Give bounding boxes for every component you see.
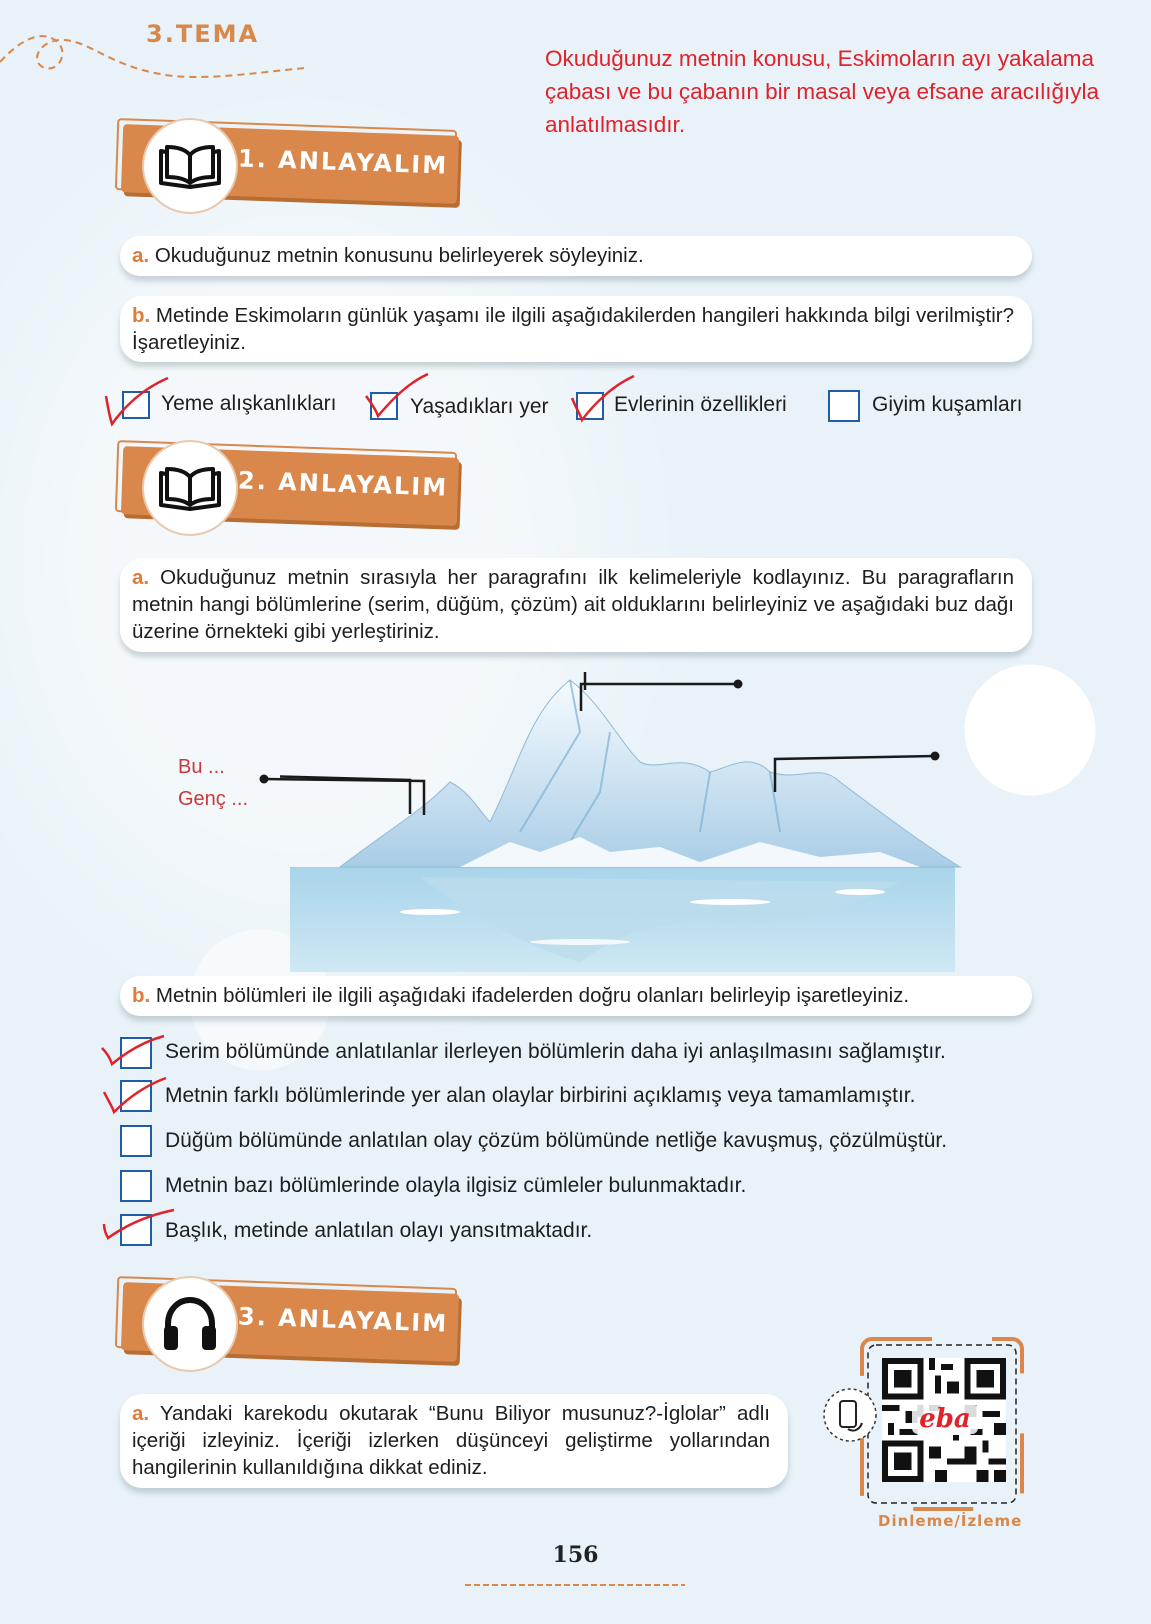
section-title: 2. ANLAYALIM bbox=[237, 466, 449, 502]
check-mark-icon bbox=[362, 370, 432, 422]
statement-text: Düğüm bölümünde anlatılan olay çözüm bölümünde netliğe kavuşmuş, çözülmüştür. bbox=[165, 1129, 948, 1152]
page-number-underline bbox=[465, 1580, 685, 1590]
statement-text: Serim bölümünde anlatılanlar ilerleyen bölümlerin daha iyi anlaşılmasını sağlamıştır. bbox=[165, 1040, 946, 1063]
question-3a bbox=[120, 1394, 788, 1488]
section-title: 3. ANLAYALIM bbox=[237, 1302, 449, 1338]
handwritten-answer-note: Okuduğunuz metnin konusu, Eskimoların ayı yakalama çabası ve bu çabanın bir masal veya efsane aracılığıyla anlatılmasıdır. bbox=[545, 46, 1100, 137]
page-number: 156 bbox=[552, 1542, 599, 1568]
connector-line bbox=[256, 676, 756, 716]
check-mark-icon bbox=[98, 1206, 178, 1246]
option-label: Giyim kuşamları bbox=[872, 393, 1023, 416]
question-2b bbox=[120, 976, 1032, 1016]
theme-label: 3.TEMA bbox=[146, 20, 260, 48]
option-label: Yaşadıkları yer bbox=[410, 395, 549, 418]
option-label: Evlerinin özellikleri bbox=[614, 393, 787, 416]
question-letter: b. bbox=[132, 304, 151, 327]
iceberg-note: Bu ... bbox=[178, 756, 225, 778]
question-text: Okuduğunuz metnin sırasıyla her paragrafını ilk kelimeleriyle kodlayınız. Bu paragrafların metnin hangi bölümlerine (serim, düğüm, çözüm) ait olduklarını belirleyiniz ve aşağıdaki buz dağı üzerine örnekteki gibi yerleştiriniz. bbox=[132, 566, 1014, 643]
statement-text: Metnin farklı bölümlerinde yer alan olaylar birbirini açıklamış veya tamamlamıştır. bbox=[165, 1084, 916, 1107]
statement-text: Metnin bazı bölümlerinde olayla ilgisiz cümleler bulunmaktadır. bbox=[165, 1174, 747, 1197]
question-1a bbox=[120, 236, 1032, 276]
option-label: Yeme alışkanlıkları bbox=[161, 392, 337, 415]
check-mark-icon bbox=[98, 1030, 168, 1070]
headphones-icon bbox=[142, 1276, 238, 1372]
question-2a bbox=[120, 558, 1032, 652]
iceberg-note: Genç ... bbox=[178, 788, 249, 810]
statement-text: Başlık, metinde anlatılan olayı yansıtmaktadır. bbox=[165, 1219, 593, 1242]
check-mark-icon bbox=[566, 374, 638, 426]
question-letter: a. bbox=[132, 566, 150, 589]
check-mark-icon bbox=[100, 374, 172, 430]
question-text: Metinde Eskimoların günlük yaşamı ile ilgili aşağıdakilerden hangileri hakkında bilgi verilmiştir? İşaretleyiniz. bbox=[132, 304, 1014, 354]
question-text: Yandaki karekodu okutarak “Bunu Biliyor musunuz?-İglolar” adlı içeriği izleyiniz. İçeriği izlerken düşünceyi geliştirme yollarından hangilerinin kullanıldığına dikkat ediniz. bbox=[132, 1402, 770, 1479]
check-mark-icon bbox=[100, 1072, 170, 1116]
eba-logo: eba bbox=[912, 1404, 978, 1434]
question-text: Metnin bölümleri ile ilgili aşağıdaki ifadelerden doğru olanları belirleyip işaretleyiniz. bbox=[155, 984, 910, 1007]
question-1b bbox=[120, 296, 1032, 362]
checkbox-statement-3[interactable] bbox=[120, 1125, 152, 1157]
connector-line bbox=[256, 765, 436, 825]
open-book-icon bbox=[142, 440, 238, 536]
checkbox-statement-4[interactable] bbox=[120, 1170, 152, 1202]
section-banner-2 bbox=[120, 440, 465, 535]
question-text: Okuduğunuz metnin konusunu belirleyerek söyleyiniz. bbox=[154, 244, 644, 267]
question-letter: a. bbox=[132, 1402, 150, 1425]
question-letter: b. bbox=[132, 984, 151, 1007]
question-letter: a. bbox=[132, 244, 150, 267]
open-book-icon bbox=[142, 118, 238, 214]
checkbox-option-4[interactable] bbox=[828, 390, 860, 422]
section-banner-3 bbox=[120, 1276, 465, 1371]
section-title: 1. ANLAYALIM bbox=[237, 144, 449, 180]
qr-caption: Dinleme/İzleme bbox=[878, 1512, 1023, 1530]
section-banner-1 bbox=[120, 118, 465, 213]
